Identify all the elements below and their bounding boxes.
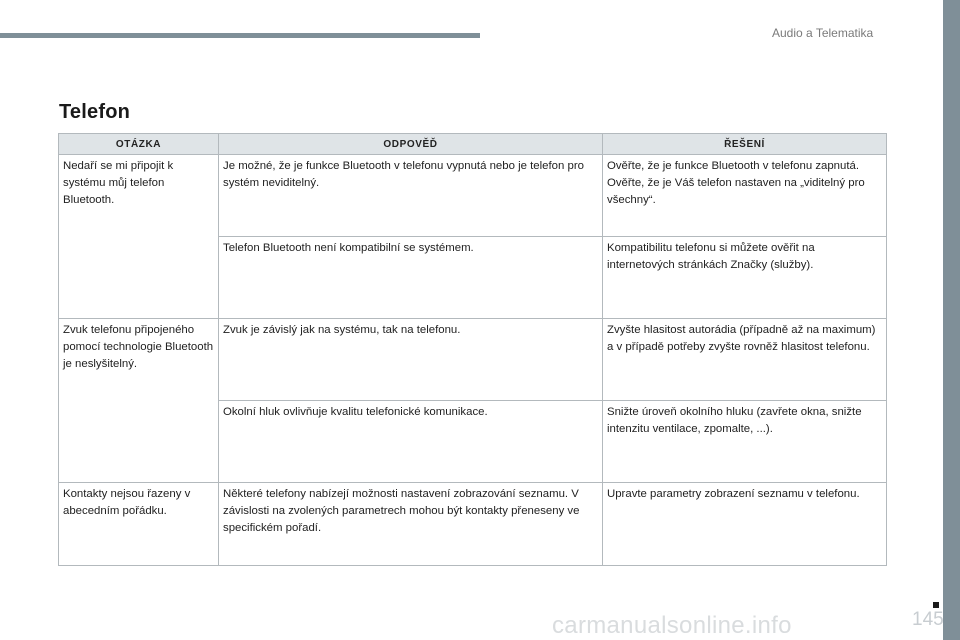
solution-cell: Zvyšte hlasitost autorádia (případně až na maximum) a v případě potřeby zvyšte rovněž hlasitost telefonu.	[603, 319, 887, 401]
table-header-row	[59, 134, 887, 155]
column-header-question: OTÁZKA	[59, 134, 219, 155]
answer-cell: Je možné, že je funkce Bluetooth v telefonu vypnutá nebo je telefon pro systém neviditelný.	[219, 155, 603, 237]
answer-cell: Okolní hluk ovlivňuje kvalitu telefonické komunikace.	[219, 401, 603, 483]
watermark: carmanualsonline.info	[552, 612, 792, 639]
troubleshooting-table	[58, 133, 887, 566]
top-rule	[0, 33, 480, 38]
page-bullet	[933, 602, 939, 608]
column-header-solution: ŘEŠENÍ	[603, 134, 887, 155]
table-row	[59, 319, 887, 401]
question-cell: Nedaří se mi připojit k systému můj telefon Bluetooth.	[59, 155, 219, 319]
solution-cell: Ověřte, že je funkce Bluetooth v telefonu zapnutá. Ověřte, že je Váš telefon nastaven na „viditelný pro všechny“.	[603, 155, 887, 237]
solution-cell: Kompatibilitu telefonu si můžete ověřit na internetových stránkách Značky (služby).	[603, 237, 887, 319]
column-header-answer: ODPOVĚĎ	[219, 134, 603, 155]
section-label: Audio a Telematika	[772, 26, 874, 40]
question-cell: Zvuk telefonu připojeného pomocí technologie Bluetooth je neslyšitelný.	[59, 319, 219, 483]
question-cell: Kontakty nejsou řazeny v abecedním pořádku.	[59, 483, 219, 566]
page-title: Telefon	[59, 101, 131, 123]
side-tab-bar	[943, 0, 960, 640]
table-row	[59, 483, 887, 566]
solution-cell: Upravte parametry zobrazení seznamu v telefonu.	[603, 483, 887, 566]
table-row	[59, 155, 887, 237]
answer-cell: Zvuk je závislý jak na systému, tak na telefonu.	[219, 319, 603, 401]
answer-cell: Telefon Bluetooth není kompatibilní se systémem.	[219, 237, 603, 319]
solution-cell: Snižte úroveň okolního hluku (zavřete okna, snižte intenzitu ventilace, zpomalte, ...).	[603, 401, 887, 483]
page-number: 145	[912, 609, 944, 630]
answer-cell: Některé telefony nabízejí možnosti nastavení zobrazování seznamu. V závislosti na zvolených parametrech mohou být kontakty přeneseny ve specifickém pořadí.	[219, 483, 603, 566]
